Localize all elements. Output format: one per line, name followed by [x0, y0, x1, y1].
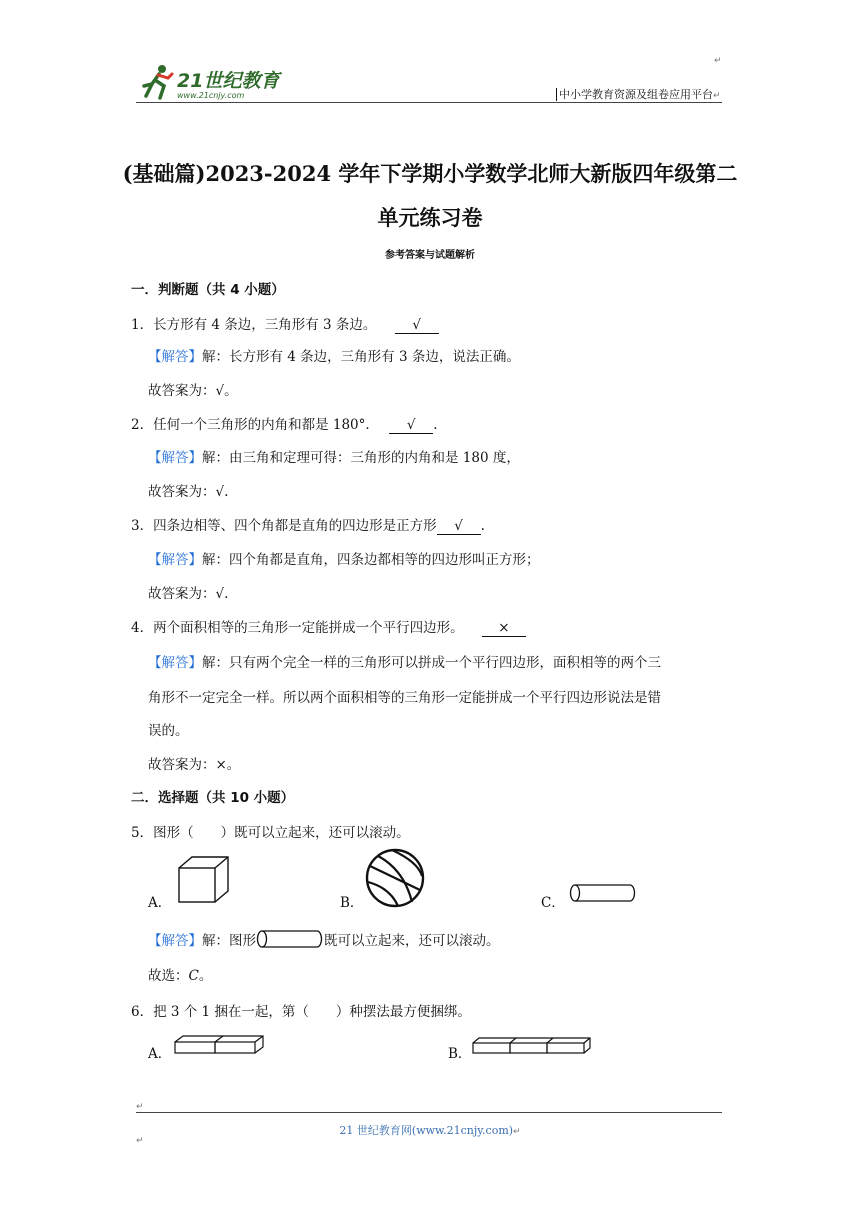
q2-tag: 【解答】 [148, 450, 202, 466]
q4-answer: × [482, 620, 526, 637]
q4-question: 4．两个面积相等的三角形一定能拼成一个平行四边形。 × [131, 616, 526, 637]
page-title-line2: 单元练习卷 [377, 205, 483, 230]
return-mark-icon: ↵ [136, 1136, 144, 1146]
q4-explanation-line1: 【解答】解：只有两个完全一样的三角形可以拼成一个平行四边形，面积相等的两个三 [148, 655, 661, 671]
q4-explanation-line2: 角形不一定完全一样。所以两个面积相等的三角形一定能拼成一个平行四边形说法是错 [148, 690, 661, 706]
q5-option-b-label: B． [340, 895, 364, 911]
page-title-line1: (基础篇)2023-2024 学年下学期小学数学北师大新版四年级第二 [122, 161, 738, 186]
cylinder-icon [569, 883, 637, 903]
q2-result: 故答案为：√. [148, 484, 229, 500]
page-subtitle: 参考答案与试题解析 [385, 250, 475, 261]
q4-result: 故答案为：×。 [148, 757, 241, 773]
q5-option-a-label: A． [148, 895, 172, 911]
row-boxes-icon [472, 1037, 596, 1055]
ball-icon [364, 848, 426, 908]
return-mark-icon: ↵ [513, 1127, 521, 1137]
return-mark-icon: ↵ [713, 91, 721, 101]
header-rule [136, 102, 722, 103]
logo-text: 21世纪教育 [177, 70, 280, 92]
q2-answer: √ [389, 417, 433, 434]
return-mark-icon: ↵ [714, 56, 722, 66]
stacked-boxes-icon [174, 1034, 264, 1056]
q3-explanation: 【解答】解：四个角都是直角，四条边都相等的四边形叫正方形； [148, 552, 540, 568]
q3-result: 故答案为：√. [148, 586, 229, 602]
q4-tag: 【解答】 [148, 655, 202, 671]
q1-tag: 【解答】 [148, 349, 202, 365]
q5-result: 故选：C。 [148, 968, 213, 984]
section2-heading: 二．选择题（共 10 小题） [131, 790, 295, 806]
return-mark-icon: ↵ [136, 1102, 144, 1112]
cylinder-icon [256, 929, 324, 949]
q5-option-c-label: C． [541, 895, 565, 911]
q6-question: 6．把 3 个 1 捆在一起，第（ ）种摆法最方便捆绑。 [131, 1004, 471, 1020]
q6-option-a-label: A． [148, 1046, 172, 1062]
q5-explanation: 【解答】解：图形 既可以立起来，还可以滚动。 [148, 929, 500, 949]
q6-option-b-label: B． [448, 1046, 472, 1062]
q3-question: 3．四条边相等、四个角都是直角的四边形是正方形 √ . [131, 518, 485, 534]
logo-url: www.21cnjy.com [177, 91, 245, 100]
footer-text: 21 世纪教育网(www.21cnjy.com)↵ [339, 1124, 521, 1137]
q3-tag: 【解答】 [148, 552, 202, 568]
q2-explanation: 【解答】解：由三角和定理可得：三角形的内角和是 180 度， [148, 450, 520, 466]
header-platform-text: 中小学教育资源及组卷应用平台↵ [556, 86, 721, 102]
q4-explanation-line3: 误的。 [148, 723, 189, 739]
section1-heading: 一．判断题（共 4 小题） [131, 282, 285, 298]
q2-question: 2．任何一个三角形的内角和都是 180°． √ . [131, 417, 438, 433]
q5-question: 5．图形（ ）既可以立起来，还可以滚动。 [131, 825, 410, 841]
runner-logo-icon [140, 62, 178, 102]
cube-icon [176, 855, 232, 905]
q3-answer: √ [437, 518, 481, 535]
q5-tag: 【解答】 [148, 933, 202, 949]
q1-question: 1．长方形有 4 条边，三角形有 3 条边。 √ [131, 313, 439, 334]
q1-result: 故答案为：√。 [148, 383, 238, 399]
footer-rule [136, 1112, 722, 1113]
q1-explanation: 【解答】解：长方形有 4 条边，三角形有 3 条边，说法正确。 [148, 349, 520, 365]
q1-answer: √ [395, 317, 439, 334]
